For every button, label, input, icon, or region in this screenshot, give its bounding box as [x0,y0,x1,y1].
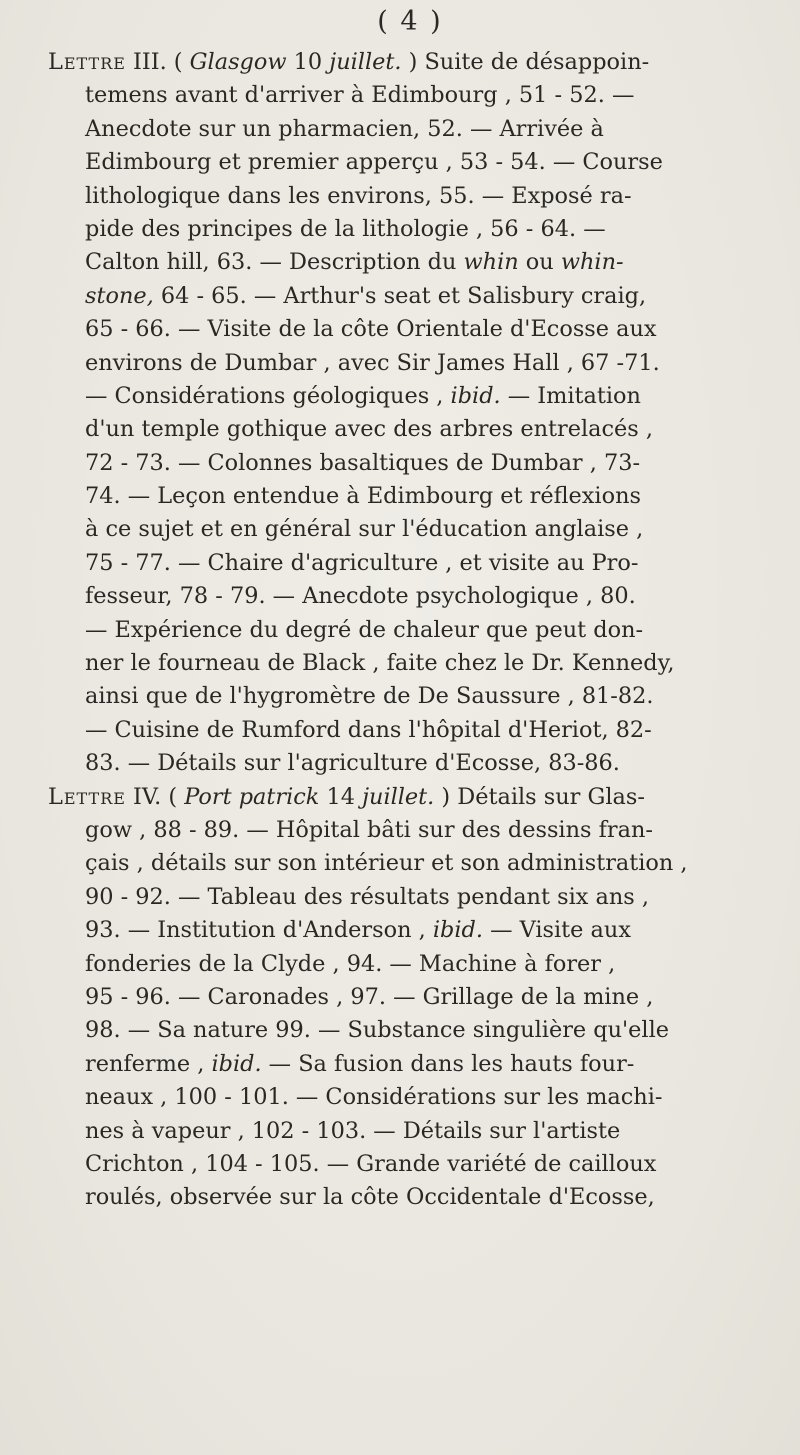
text-line [48,914,753,947]
text-line [48,447,753,480]
text-run: fesseur, 78 - 79. — Anecdote psychologique , 80. [85,583,636,610]
text-line [48,1014,753,1047]
text-run: çais , détails sur son intérieur et son administration , [85,850,688,877]
text-line [48,246,753,279]
text-line [48,480,753,513]
text-run: 83. — Détails sur l'agriculture d'Ecosse, 83-86. [85,750,620,777]
page-number: ( 4 ) [377,6,443,37]
text-line [48,1048,753,1081]
text-line [48,881,753,914]
text-line [48,614,753,647]
text-line [48,347,753,380]
text-line [48,847,753,880]
text-run: temens avant d'arriver à Edimbourg , 51 - 52. — [85,82,635,109]
text-run: 98. — Sa nature 99. — Substance singulière qu'elle [85,1017,669,1044]
text-run: pide des principes de la lithologie , 56 - 64. — [85,215,606,242]
text-run: 72 - 73. — Colonnes basaltiques de Dumbar , 73- [85,449,641,476]
text-run: whin [463,249,519,276]
text-line [48,781,753,814]
text-run: — Expérience du degré de chaleur que peut don- [85,616,644,643]
text-run: Lettre [48,783,126,810]
text-run: environs de Dumbar , avec Sir James Hall , 67 -71. [85,349,660,376]
text-run: gow , 88 - 89. — Hôpital bâti sur des dessins fran- [85,816,653,843]
text-run: — Visite aux [482,917,631,944]
text-run: ner le fourneau de Black , faite chez le Dr. Kennedy, [85,650,675,677]
text-run: 90 - 92. — Tableau des résultats pendant six ans , [85,883,649,910]
text-run: Edimbourg et premier apperçu , 53 - 54. — Course [85,149,663,176]
text-line [48,680,753,713]
text-run: renferme , [85,1050,212,1077]
text-run: ) Suite de désappoin- [401,49,650,75]
text-run: Anecdote sur un pharmacien, 52. — Arrivée à [85,115,604,142]
text-run: fonderies de la Clyde , 94. — Machine à forer , [85,950,616,977]
text-line [48,814,753,847]
text-line [48,580,753,613]
text-run: 95 - 96. — Caronades , 97. — Grillage de la mine , [85,983,654,1010]
text-line [48,647,753,680]
text-run: Lettre [48,49,126,75]
text-line [48,180,753,213]
text-run: 74. — Leçon entendue à Edimbourg et réflexions [85,483,641,510]
text-run: — Cuisine de Rumford dans l'hôpital d'Heriot, 82- [85,716,652,743]
text-run: ibid. [450,382,501,409]
text-run: III. ( [125,49,190,75]
text-line [48,213,753,246]
text-run: — Imitation [500,382,641,409]
text-line [48,146,753,179]
text-run: roulés, observée sur la côte Occidentale d'Ecosse, [85,1184,655,1211]
text-run: ibid. [432,917,483,944]
text-run: Port patrick [184,783,320,810]
text-run: whin- [560,249,624,276]
text-run: lithologique dans les environs, 55. — Exposé ra- [85,182,632,209]
text-line [48,113,753,146]
text-run: 10 [286,49,330,75]
text-line [48,948,753,981]
text-run: neaux , 100 - 101. — Considérations sur les machi- [85,1084,663,1111]
text-line [48,413,753,446]
text-run: 65 - 66. — Visite de la côte Orientale d'Ecosse aux [85,316,657,343]
text-line [48,1181,753,1214]
text-line [48,981,753,1014]
text-run: ibid. [211,1050,262,1077]
text-run: — Sa fusion dans les hauts four- [261,1050,635,1077]
text-run: à ce sujet et en général sur l'éducation anglaise , [85,516,644,543]
text-line [48,1115,753,1148]
text-run: ) Détails sur Glas- [434,783,645,810]
text-line [48,46,753,79]
text-line [48,747,753,780]
text-run: ainsi que de l'hygromètre de De Saussure , 81-82. [85,683,654,710]
text-line [48,313,753,346]
text-run: d'un temple gothique avec des arbres entrelacés , [85,416,653,443]
text-line [48,280,753,313]
text-run: 75 - 77. — Chaire d'agriculture , et visite au Pro- [85,549,639,576]
text-line [48,714,753,747]
text-line [48,380,753,413]
text-run: juillet. [362,783,435,810]
text-run: Calton hill, 63. — Description du [85,249,464,276]
text-run: Glasgow [189,49,287,75]
text-run: juillet. [329,49,402,75]
text-run: stone, [85,282,154,309]
text-line [48,79,753,112]
text-run: Crichton , 104 - 105. — Grande variété de cailloux [85,1150,657,1177]
table-of-contents-text [48,46,753,1215]
text-line [48,1081,753,1114]
text-run: ou [518,249,561,276]
text-run: 93. — Institution d'Anderson , [85,917,433,944]
text-line [48,547,753,580]
text-run: IV. ( [125,783,185,810]
text-run: — Considérations géologiques , [85,382,451,409]
text-line [48,1148,753,1181]
text-line [48,513,753,546]
text-run: nes à vapeur , 102 - 103. — Détails sur l'artiste [85,1117,621,1144]
text-run: 14 [319,783,363,810]
text-run: 64 - 65. — Arthur's seat et Salisbury craig, [153,282,647,309]
